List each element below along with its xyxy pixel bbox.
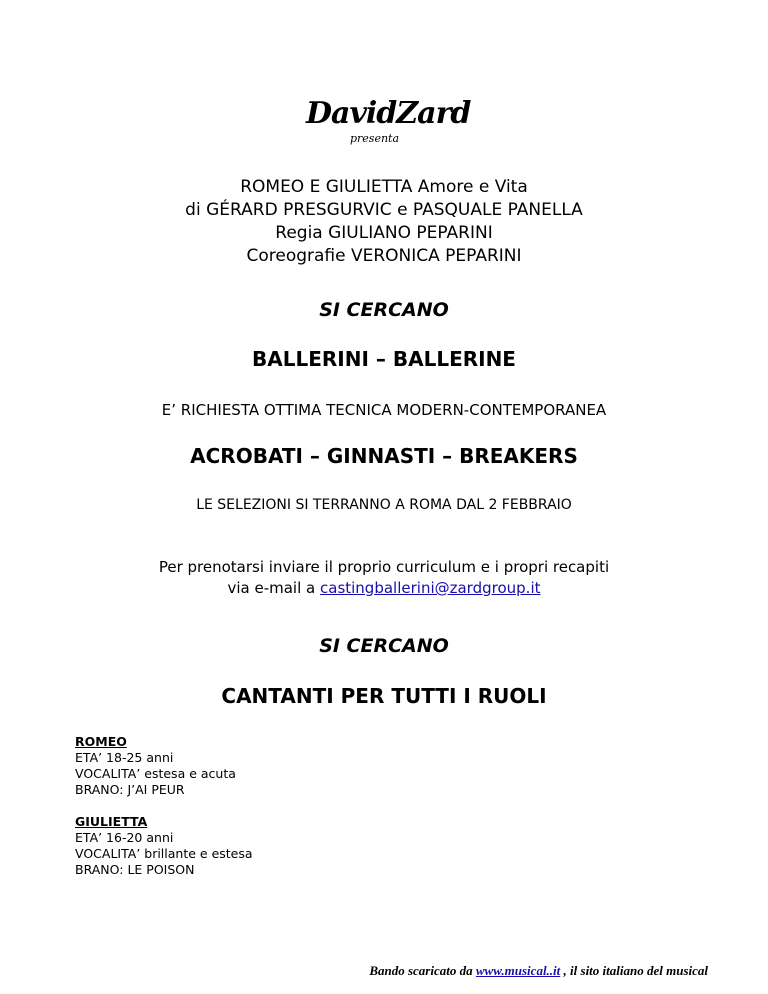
- choreography-line: Coreografie VERONICA PEPARINI: [246, 246, 522, 266]
- role-voice: VOCALITA’ brillante e estesa: [75, 846, 253, 861]
- role-song: BRANO: LE POISON: [75, 862, 195, 877]
- role-romeo: [75, 734, 236, 798]
- casting-email-link[interactable]: castingballerini@zardgroup.it: [320, 579, 541, 597]
- role-voice: VOCALITA’ estesa e acuta: [75, 766, 236, 781]
- logo-wordmark: DavidZard: [306, 96, 471, 131]
- singers-title: CANTANTI PER TUTTI I RUOLI: [221, 684, 547, 708]
- role-name: ROMEO: [75, 734, 127, 749]
- logo-subtitle: presenta: [350, 132, 400, 145]
- singers-heading: SI CERCANO: [319, 635, 449, 657]
- contact-prefix: via e-mail a: [227, 579, 320, 597]
- selection-date: LE SELEZIONI SI TERRANNO A ROMA DAL 2 FEBBRAIO: [196, 497, 572, 513]
- acrobats-title: ACROBATI – GINNASTI – BREAKERS: [190, 444, 578, 468]
- show-title: ROMEO E GIULIETTA Amore e Vita: [240, 177, 528, 197]
- director-line: Regia GIULIANO PEPARINI: [275, 223, 493, 243]
- role-age: ETA’ 18-25 anni: [75, 750, 174, 765]
- role-name: GIULIETTA: [75, 814, 148, 829]
- contact-instructions: Per prenotarsi inviare il proprio curriculum e i propri recapiti: [158, 558, 610, 576]
- show-credits: [0, 176, 768, 268]
- role-giulietta: [75, 814, 253, 878]
- dancers-heading: SI CERCANO: [319, 299, 449, 321]
- role-age: ETA’ 16-20 anni: [75, 830, 174, 845]
- footer-prefix: Bando scaricato da: [369, 963, 476, 978]
- dancers-title: BALLERINI – BALLERINE: [252, 347, 516, 371]
- david-zard-logo: [300, 94, 470, 156]
- contact-email-line: [0, 578, 768, 599]
- footer-suffix: , il sito italiano del musical: [560, 963, 708, 978]
- footer-credit: [288, 962, 708, 980]
- technique-requirement: E’ RICHIESTA OTTIMA TECNICA MODERN-CONTEMPORANEA: [161, 401, 607, 419]
- contact-block: [0, 557, 768, 599]
- musical-site-link[interactable]: www.musical..it: [475, 963, 561, 978]
- role-song: BRANO: J’AI PEUR: [75, 782, 185, 797]
- authors-line: di GÉRARD PRESGURVIC e PASQUALE PANELLA: [185, 200, 583, 220]
